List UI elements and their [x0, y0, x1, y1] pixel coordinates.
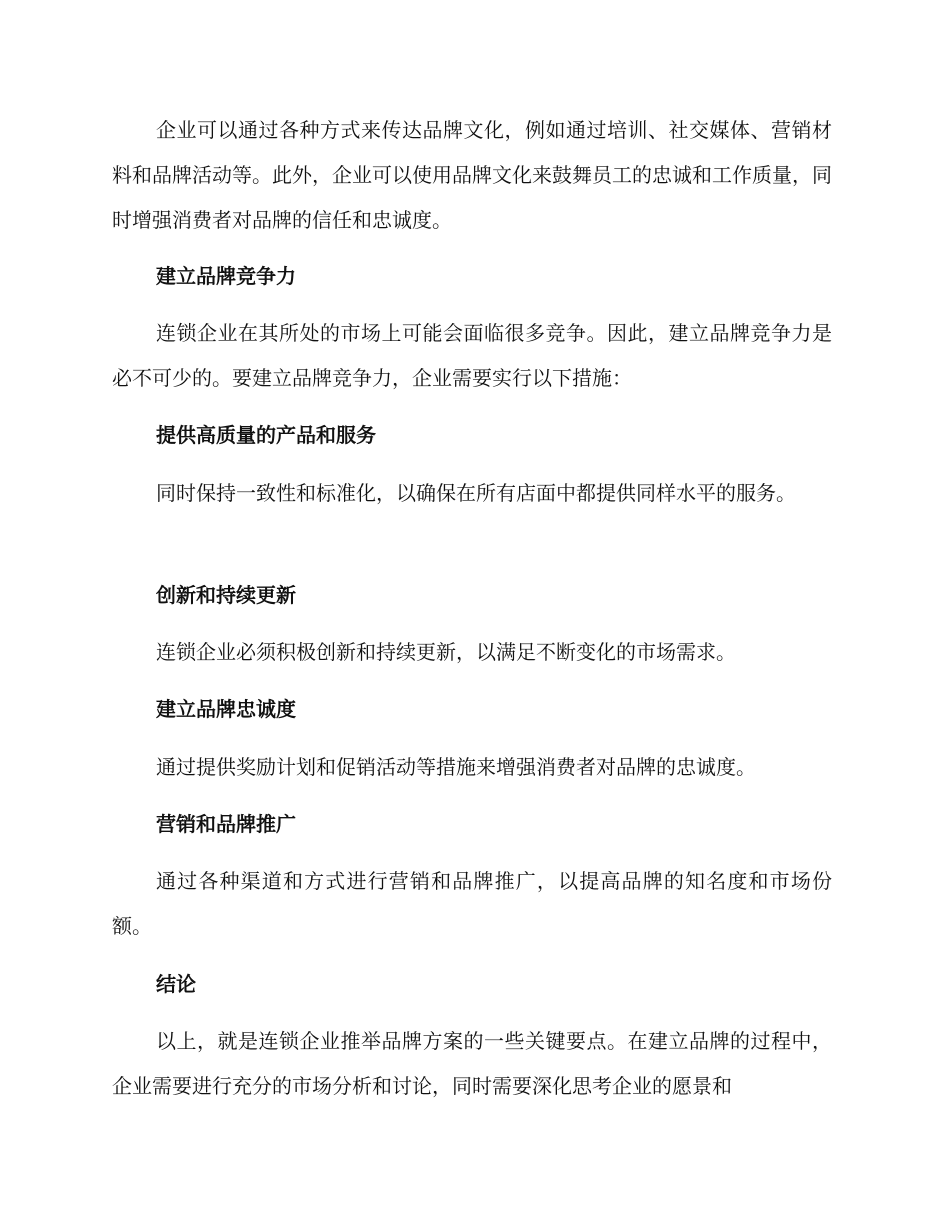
innovation-paragraph: 连锁企业必须积极创新和持续更新，以满足不断变化的市场需求。	[156, 640, 736, 664]
loyalty-paragraph: 通过提供奖励计划和促销活动等措施来增强消费者对品牌的忠诚度。	[156, 755, 756, 779]
marketing-paragraph: 通过各种渠道和方式进行营销和品牌推广，以提高品牌的知名度和市场份额。	[112, 869, 832, 938]
competitiveness-heading: 建立品牌竞争力	[156, 264, 296, 288]
conclusion-heading: 结论	[156, 972, 196, 996]
quality-heading: 提供高质量的产品和服务	[156, 423, 376, 447]
intro-paragraph: 企业可以通过各种方式来传达品牌文化，例如通过培训、社交媒体、营销材料和品牌活动等。此外，企业可以使用品牌文化来鼓舞员工的忠诚和工作质量，同时增强消费者对品牌的信任和忠诚度。	[112, 118, 832, 232]
innovation-heading: 创新和持续更新	[156, 583, 296, 607]
competitiveness-paragraph: 连锁企业在其所处的市场上可能会面临很多竞争。因此，建立品牌竞争力是必不可少的。要建立品牌竞争力，企业需要实行以下措施：	[112, 321, 832, 390]
conclusion-paragraph: 以上，就是连锁企业推举品牌方案的一些关键要点。在建立品牌的过程中，企业需要进行充分的市场分析和讨论，同时需要深化思考企业的愿景和	[112, 1029, 832, 1098]
loyalty-heading: 建立品牌忠诚度	[156, 697, 296, 721]
marketing-heading: 营销和品牌推广	[156, 812, 296, 836]
quality-paragraph: 同时保持一致性和标准化，以确保在所有店面中都提供同样水平的服务。	[156, 481, 796, 505]
